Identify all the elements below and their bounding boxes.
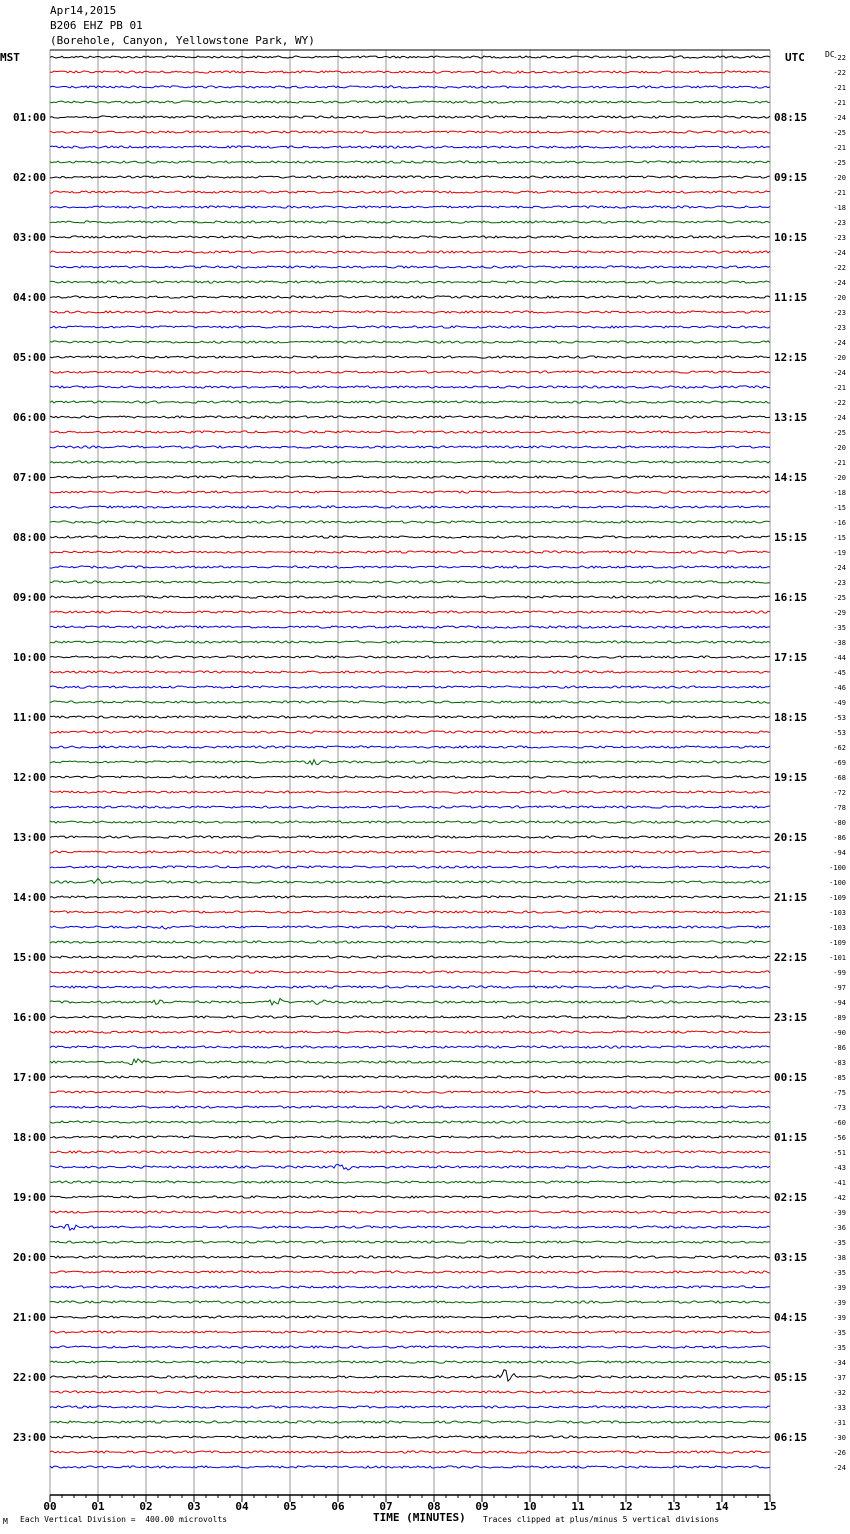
trace-line: [50, 1331, 770, 1333]
hour-label-left: 02:00: [13, 171, 47, 184]
hour-label-left: 15:00: [13, 951, 47, 964]
footer-corner-mark: M: [3, 1517, 8, 1526]
hour-label-right: 05:15: [774, 1371, 808, 1384]
dc-offset-label: -38: [833, 639, 846, 647]
trace-line: [50, 491, 770, 493]
dc-offset-label: -89: [833, 1014, 846, 1022]
trace-line: [50, 956, 770, 958]
dc-offset-label: -25: [833, 129, 846, 137]
dc-offset-label: -30: [833, 1434, 846, 1442]
trace-line: [50, 71, 770, 73]
trace-line: [50, 461, 770, 463]
x-tick-label: 07: [379, 1500, 393, 1513]
trace-line: [50, 941, 770, 943]
trace-line: [50, 1031, 770, 1033]
dc-offset-label: -62: [833, 744, 846, 752]
trace-line: [50, 1224, 770, 1230]
hour-label-left: 09:00: [13, 591, 47, 604]
x-tick-label: 11: [571, 1500, 585, 1513]
trace-line: [50, 551, 770, 553]
trace-line: [50, 476, 770, 478]
dc-offset-label: -83: [833, 1059, 846, 1067]
dc-offset-label: -90: [833, 1029, 846, 1037]
trace-line: [50, 836, 770, 838]
hour-label-right: 15:15: [774, 531, 808, 544]
dc-offset-label: -21: [833, 144, 846, 152]
footer-scale-note: Each Vertical Division = 400.00 microvolts: [20, 1515, 228, 1524]
dc-offset-label: -86: [833, 834, 846, 842]
x-tick-label: 13: [667, 1500, 681, 1513]
dc-offset-label: -24: [833, 414, 846, 422]
dc-offset-label: -60: [833, 1119, 846, 1127]
trace-line: [50, 1241, 770, 1243]
footer-clip-note: Traces clipped at plus/minus 5 vertical divisions: [483, 1515, 720, 1524]
dc-offset-label: -94: [833, 999, 846, 1007]
trace-line: [50, 596, 770, 598]
hour-label-right: 21:15: [774, 891, 808, 904]
hour-label-left: 07:00: [13, 471, 47, 484]
hour-label-right: 08:15: [774, 111, 808, 124]
trace-line: [50, 161, 770, 163]
hour-label-right: 04:15: [774, 1311, 808, 1324]
x-tick-label: 00: [43, 1500, 57, 1513]
dc-offset-label: -101: [829, 954, 846, 962]
hour-label-left: 03:00: [13, 231, 47, 244]
header-date: Apr14,2015: [50, 4, 117, 17]
dc-offset-label: -26: [833, 1449, 846, 1457]
x-tick-label: 10: [523, 1500, 537, 1513]
dc-offset-label: -53: [833, 714, 846, 722]
trace-line: [50, 326, 770, 328]
trace-line: [50, 1196, 770, 1198]
trace-line: [50, 806, 770, 808]
dc-offset-label: -99: [833, 969, 846, 977]
trace-line: [50, 986, 770, 988]
trace-line: [50, 716, 770, 718]
dc-offset-label: -46: [833, 684, 846, 692]
x-axis-label: TIME (MINUTES): [373, 1511, 466, 1524]
hour-label-left: 21:00: [13, 1311, 47, 1324]
right-timezone-label: UTC: [785, 51, 805, 64]
hour-label-right: 02:15: [774, 1191, 808, 1204]
trace-line: [50, 878, 770, 883]
trace-line: [50, 116, 770, 118]
dc-offset-label: -24: [833, 1464, 846, 1472]
x-tick-label: 09: [475, 1500, 489, 1513]
hour-label-left: 06:00: [13, 411, 47, 424]
trace-line: [50, 1136, 770, 1138]
dc-offset-label: -69: [833, 759, 846, 767]
dc-offset-label: -100: [829, 879, 846, 887]
dc-offset-label: -72: [833, 789, 846, 797]
hour-label-left: 19:00: [13, 1191, 47, 1204]
trace-line: [50, 1370, 770, 1381]
dc-offset-label: -32: [833, 1389, 846, 1397]
trace-line: [50, 581, 770, 583]
trace-line: [50, 746, 770, 748]
trace-line: [50, 416, 770, 418]
x-tick-label: 02: [139, 1500, 153, 1513]
x-tick-label: 05: [283, 1500, 297, 1513]
trace-line: [50, 1181, 770, 1183]
trace-line: [50, 1466, 770, 1468]
dc-offset-label: -68: [833, 774, 846, 782]
trace-line: [50, 266, 770, 268]
dc-offset-label: -18: [833, 204, 846, 212]
dc-offset-label: -23: [833, 324, 846, 332]
dc-offset-label: -44: [833, 654, 846, 662]
dc-offset-label: -51: [833, 1149, 846, 1157]
dc-offset-label: -78: [833, 804, 846, 812]
trace-line: [50, 791, 770, 793]
trace-line: [50, 1361, 770, 1363]
trace-line: [50, 731, 770, 733]
dc-offset-label: -35: [833, 1329, 846, 1337]
trace-line: [50, 251, 770, 253]
trace-line: [50, 506, 770, 508]
dc-offset-label: -38: [833, 1254, 846, 1262]
trace-line: [50, 371, 770, 373]
dc-offset-label: -16: [833, 519, 846, 527]
x-tick-label: 03: [187, 1500, 201, 1513]
dc-offset-label: -39: [833, 1284, 846, 1292]
trace-line: [50, 56, 770, 58]
trace-line: [50, 341, 770, 343]
dc-column-label: DC: [825, 50, 835, 59]
hour-label-right: 18:15: [774, 711, 808, 724]
trace-line: [50, 1091, 770, 1093]
trace-line: [50, 446, 770, 448]
hour-label-left: 10:00: [13, 651, 47, 664]
trace-line: [50, 176, 770, 178]
dc-offset-label: -24: [833, 339, 846, 347]
x-tick-label: 04: [235, 1500, 249, 1513]
hour-label-right: 14:15: [774, 471, 808, 484]
x-tick-label: 01: [91, 1500, 105, 1513]
hour-label-right: 09:15: [774, 171, 808, 184]
label-group: [13, 54, 846, 1513]
dc-offset-label: -22: [833, 54, 846, 62]
dc-offset-label: -21: [833, 84, 846, 92]
dc-offset-label: -20: [833, 174, 846, 182]
trace-line: [50, 656, 770, 658]
dc-offset-label: -43: [833, 1164, 846, 1172]
dc-offset-label: -97: [833, 984, 846, 992]
hour-label-right: 00:15: [774, 1071, 808, 1084]
dc-offset-label: -73: [833, 1104, 846, 1112]
trace-line: [50, 521, 770, 523]
trace-line: [50, 431, 770, 433]
trace-line: [50, 1076, 770, 1078]
trace-line: [50, 536, 770, 538]
dc-offset-label: -103: [829, 924, 846, 932]
trace-line: [50, 401, 770, 403]
trace-line: [50, 1256, 770, 1258]
hour-label-right: 23:15: [774, 1011, 808, 1024]
dc-offset-label: -34: [833, 1359, 846, 1367]
dc-offset-label: -21: [833, 459, 846, 467]
dc-offset-label: -29: [833, 609, 846, 617]
dc-offset-label: -15: [833, 534, 846, 542]
trace-line: [50, 641, 770, 643]
dc-offset-label: -22: [833, 399, 846, 407]
trace-line: [50, 1046, 770, 1048]
hour-label-left: 22:00: [13, 1371, 47, 1384]
trace-line: [50, 1406, 770, 1408]
dc-offset-label: -20: [833, 294, 846, 302]
dc-offset-label: -94: [833, 849, 846, 857]
hour-label-left: 12:00: [13, 771, 47, 784]
dc-offset-label: -24: [833, 279, 846, 287]
hour-label-left: 01:00: [13, 111, 47, 124]
trace-line: [50, 896, 770, 898]
dc-offset-label: -49: [833, 699, 846, 707]
trace-line: [50, 1436, 770, 1438]
dc-offset-label: -18: [833, 489, 846, 497]
trace-line: [50, 971, 770, 973]
dc-offset-label: -35: [833, 1344, 846, 1352]
header-station: B206 EHZ PB 01: [50, 19, 143, 32]
dc-offset-label: -21: [833, 384, 846, 392]
dc-offset-label: -22: [833, 69, 846, 77]
dc-offset-label: -23: [833, 219, 846, 227]
hour-label-right: 16:15: [774, 591, 808, 604]
hour-label-right: 20:15: [774, 831, 808, 844]
hour-label-left: 18:00: [13, 1131, 47, 1144]
dc-offset-label: -56: [833, 1134, 846, 1142]
dc-offset-label: -39: [833, 1299, 846, 1307]
hour-label-right: 03:15: [774, 1251, 808, 1264]
hour-label-left: 08:00: [13, 531, 47, 544]
x-tick-label: 15: [763, 1500, 777, 1513]
dc-offset-label: -33: [833, 1404, 846, 1412]
hour-label-left: 14:00: [13, 891, 47, 904]
trace-line: [50, 776, 770, 778]
trace-line: [50, 626, 770, 628]
x-tick-label: 08: [427, 1500, 441, 1513]
dc-offset-label: -42: [833, 1194, 846, 1202]
trace-line: [50, 998, 770, 1005]
hour-label-left: 04:00: [13, 291, 47, 304]
hour-label-right: 12:15: [774, 351, 808, 364]
trace-line: [50, 296, 770, 298]
x-tick-label: 14: [715, 1500, 729, 1513]
dc-offset-label: -20: [833, 354, 846, 362]
dc-offset-label: -21: [833, 99, 846, 107]
dc-offset-label: -41: [833, 1179, 846, 1187]
dc-offset-label: -109: [829, 894, 846, 902]
trace-line: [50, 146, 770, 148]
dc-offset-label: -23: [833, 234, 846, 242]
hour-label-right: 06:15: [774, 1431, 808, 1444]
trace-line: [50, 821, 770, 823]
dc-offset-label: -36: [833, 1224, 846, 1232]
trace-line: [50, 131, 770, 133]
trace-line: [50, 1106, 770, 1108]
dc-offset-label: -100: [829, 864, 846, 872]
dc-offset-label: -45: [833, 669, 846, 677]
dc-offset-label: -22: [833, 264, 846, 272]
trace-line: [50, 1164, 770, 1170]
hour-label-right: 17:15: [774, 651, 808, 664]
hour-label-left: 16:00: [13, 1011, 47, 1024]
trace-group: [50, 56, 770, 1468]
hour-label-left: 23:00: [13, 1431, 47, 1444]
hour-label-left: 13:00: [13, 831, 47, 844]
hour-label-left: 17:00: [13, 1071, 47, 1084]
dc-offset-label: -75: [833, 1089, 846, 1097]
hour-label-right: 11:15: [774, 291, 808, 304]
dc-offset-label: -19: [833, 549, 846, 557]
trace-line: [50, 566, 770, 568]
trace-line: [50, 760, 770, 765]
dc-offset-label: -24: [833, 564, 846, 572]
trace-line: [50, 1211, 770, 1213]
trace-line: [50, 1391, 770, 1393]
trace-line: [50, 236, 770, 238]
trace-line: [50, 926, 770, 929]
trace-line: [50, 206, 770, 208]
hour-label-right: 01:15: [774, 1131, 808, 1144]
dc-offset-label: -109: [829, 939, 846, 947]
dc-offset-label: -35: [833, 1239, 846, 1247]
dc-offset-label: -85: [833, 1074, 846, 1082]
trace-line: [50, 311, 770, 313]
dc-offset-label: -86: [833, 1044, 846, 1052]
x-tick-label: 06: [331, 1500, 345, 1513]
dc-offset-label: -21: [833, 189, 846, 197]
trace-line: [50, 1451, 770, 1453]
dc-offset-label: -39: [833, 1314, 846, 1322]
trace-line: [50, 1059, 770, 1065]
hour-label-left: 11:00: [13, 711, 47, 724]
hour-label-right: 13:15: [774, 411, 808, 424]
hour-label-right: 19:15: [774, 771, 808, 784]
dc-offset-label: -53: [833, 729, 846, 737]
trace-line: [50, 1316, 770, 1318]
trace-line: [50, 686, 770, 688]
dc-offset-label: -35: [833, 624, 846, 632]
trace-line: [50, 356, 770, 358]
dc-offset-label: -24: [833, 249, 846, 257]
trace-line: [50, 1301, 770, 1303]
hour-label-right: 10:15: [774, 231, 808, 244]
trace-line: [50, 221, 770, 223]
trace-line: [50, 1271, 770, 1273]
dc-offset-label: -25: [833, 159, 846, 167]
dc-offset-label: -80: [833, 819, 846, 827]
dc-offset-label: -103: [829, 909, 846, 917]
dc-offset-label: -37: [833, 1374, 846, 1382]
dc-offset-label: -25: [833, 594, 846, 602]
trace-line: [50, 281, 770, 283]
x-tick-label: 12: [619, 1500, 633, 1513]
trace-line: [50, 1421, 770, 1423]
trace-line: [50, 701, 770, 703]
dc-offset-label: -39: [833, 1209, 846, 1217]
dc-offset-label: -15: [833, 504, 846, 512]
left-timezone-label: MST: [0, 51, 20, 64]
trace-line: [50, 386, 770, 388]
hour-label-left: 20:00: [13, 1251, 47, 1264]
trace-line: [50, 1151, 770, 1153]
header-location: (Borehole, Canyon, Yellowstone Park, WY): [50, 34, 315, 47]
hour-label-left: 05:00: [13, 351, 47, 364]
trace-line: [50, 611, 770, 613]
dc-offset-label: -31: [833, 1419, 846, 1427]
trace-line: [50, 866, 770, 868]
trace-line: [50, 1346, 770, 1348]
dc-offset-label: -23: [833, 579, 846, 587]
dc-offset-label: -25: [833, 429, 846, 437]
trace-line: [50, 1121, 770, 1123]
dc-offset-label: -24: [833, 369, 846, 377]
trace-line: [50, 1016, 770, 1018]
trace-line: [50, 851, 770, 853]
trace-line: [50, 671, 770, 673]
trace-line: [50, 1286, 770, 1288]
dc-offset-label: -24: [833, 114, 846, 122]
trace-line: [50, 911, 770, 913]
hour-label-right: 22:15: [774, 951, 808, 964]
dc-offset-label: -20: [833, 444, 846, 452]
dc-offset-label: -35: [833, 1269, 846, 1277]
trace-line: [50, 101, 770, 103]
dc-offset-label: -23: [833, 309, 846, 317]
trace-line: [50, 191, 770, 193]
trace-line: [50, 86, 770, 88]
dc-offset-label: -20: [833, 474, 846, 482]
